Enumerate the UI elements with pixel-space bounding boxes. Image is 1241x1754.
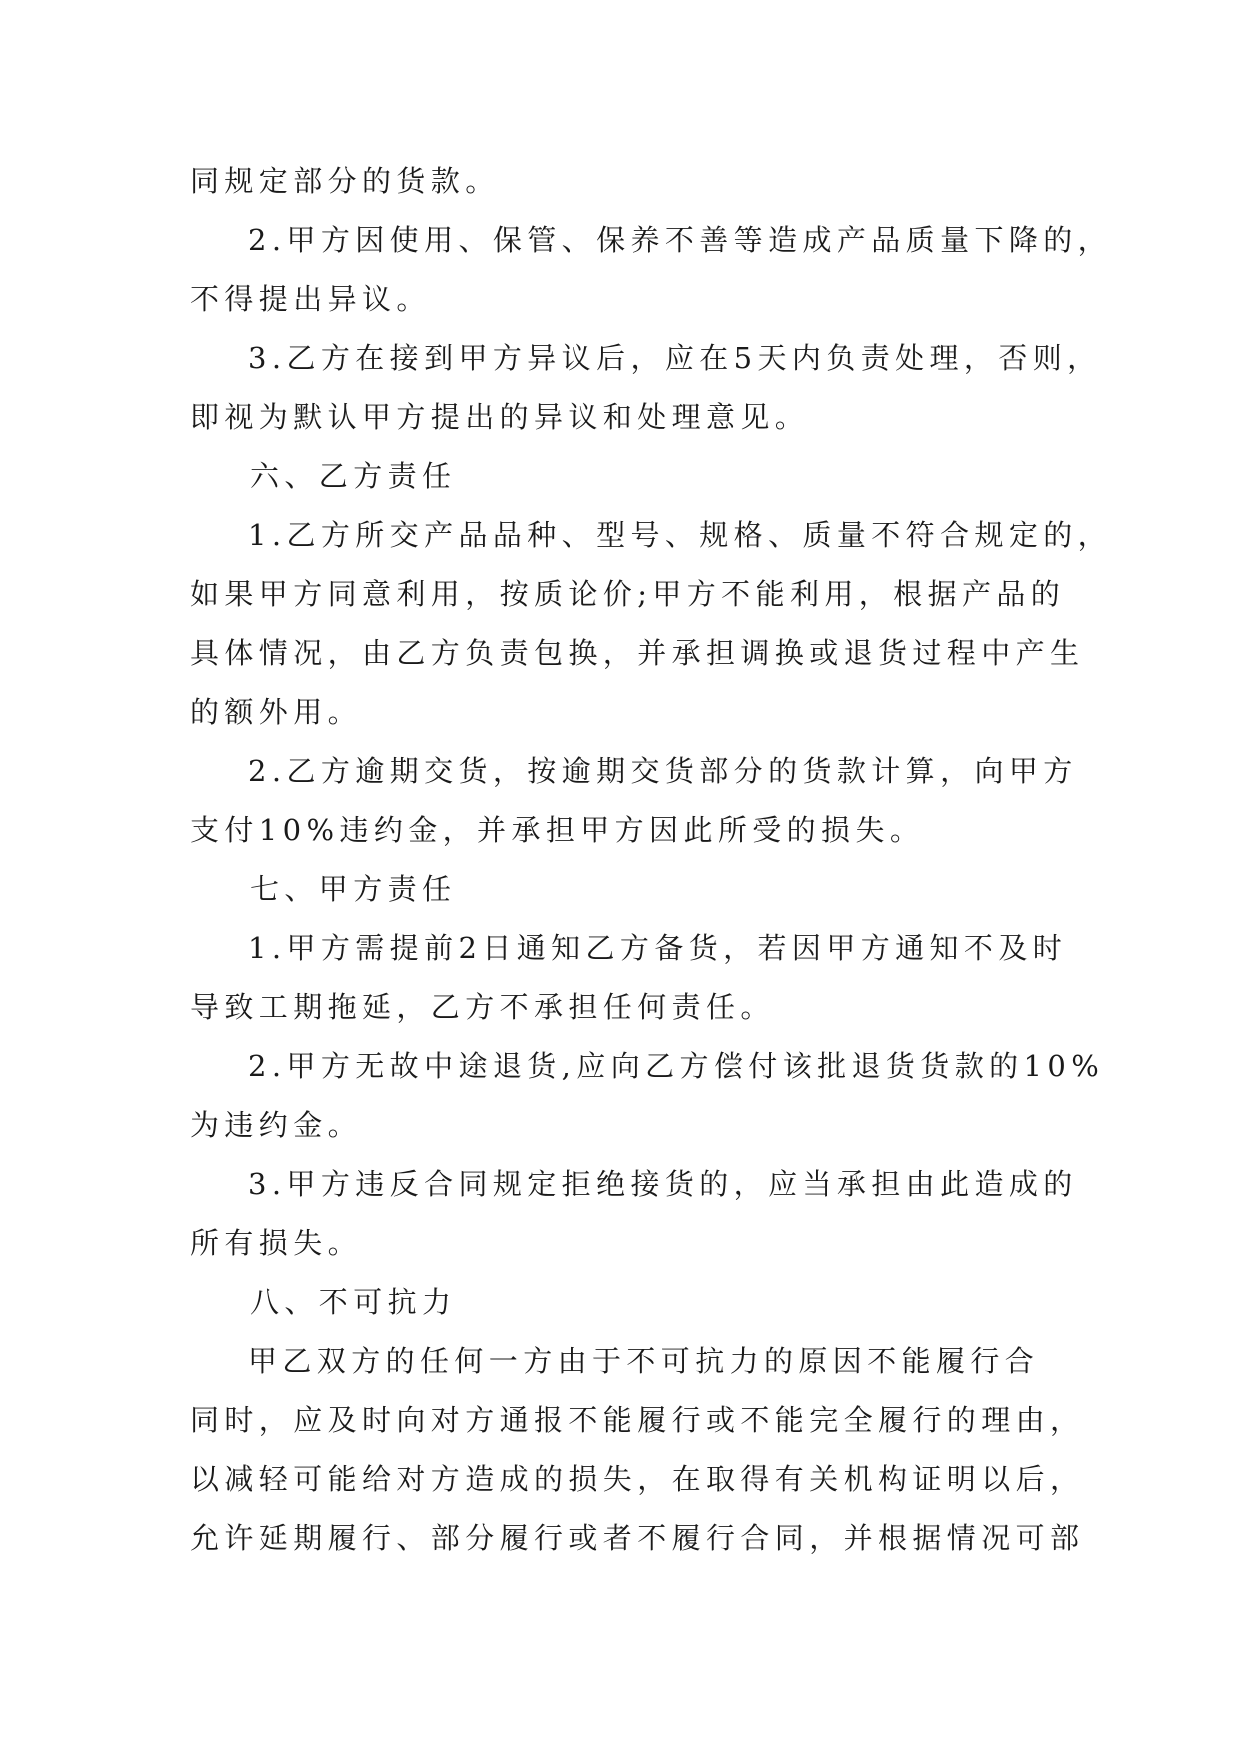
text-line: 即视为默认甲方提出的异议和处理意见。 bbox=[190, 400, 810, 434]
clause-line: 3.甲方违反合同规定拒绝接货的，应当承担由此造成的 bbox=[248, 1167, 1078, 1201]
section-heading: 七、甲方责任 bbox=[250, 872, 457, 906]
text-line: 如果甲方同意利用，按质论价;甲方不能利用，根据产品的 bbox=[190, 577, 1066, 611]
text-line: 允许延期履行、部分履行或者不履行合同，并根据情况可部 bbox=[190, 1521, 1085, 1555]
text-line: 支付10%违约金，并承担甲方因此所受的损失。 bbox=[190, 813, 925, 847]
clause-line: 3.乙方在接到甲方异议后，应在5天内负责处理，否则， bbox=[248, 341, 1102, 375]
text-line: 以减轻可能给对方造成的损失，在取得有关机构证明以后， bbox=[190, 1462, 1085, 1496]
text-line: 所有损失。 bbox=[190, 1226, 363, 1260]
clause-line: 2.甲方因使用、保管、保养不善等造成产品质量下降的， bbox=[248, 223, 1113, 257]
text-line: 同时，应及时向对方通报不能履行或不能完全履行的理由， bbox=[190, 1403, 1085, 1437]
text-line: 为违约金。 bbox=[190, 1108, 363, 1142]
clause-line: 1.甲方需提前2日通知乙方备货，若因甲方通知不及时 bbox=[248, 931, 1068, 965]
text-line: 具体情况，由乙方负责包换，并承担调换或退货过程中产生 bbox=[190, 636, 1085, 670]
text-line: 同规定部分的货款。 bbox=[190, 164, 500, 198]
document-page bbox=[190, 152, 1113, 1568]
clause-line: 2.甲方无故中途退货,应向乙方偿付该批退货货款的10% bbox=[248, 1049, 1105, 1083]
section-heading: 八、不可抗力 bbox=[250, 1285, 457, 1319]
clause-line: 2.乙方逾期交货，按逾期交货部分的货款计算，向甲方 bbox=[248, 754, 1078, 788]
text-line: 的额外用。 bbox=[190, 695, 363, 729]
section-heading: 六、乙方责任 bbox=[250, 459, 457, 493]
text-line: 导致工期拖延，乙方不承担任何责任。 bbox=[190, 990, 775, 1024]
clause-line: 1.乙方所交产品品种、型号、规格、质量不符合规定的， bbox=[248, 518, 1113, 552]
text-line: 不得提出异议。 bbox=[190, 282, 431, 316]
clause-line: 甲乙双方的任何一方由于不可抗力的原因不能履行合 bbox=[248, 1344, 1040, 1378]
